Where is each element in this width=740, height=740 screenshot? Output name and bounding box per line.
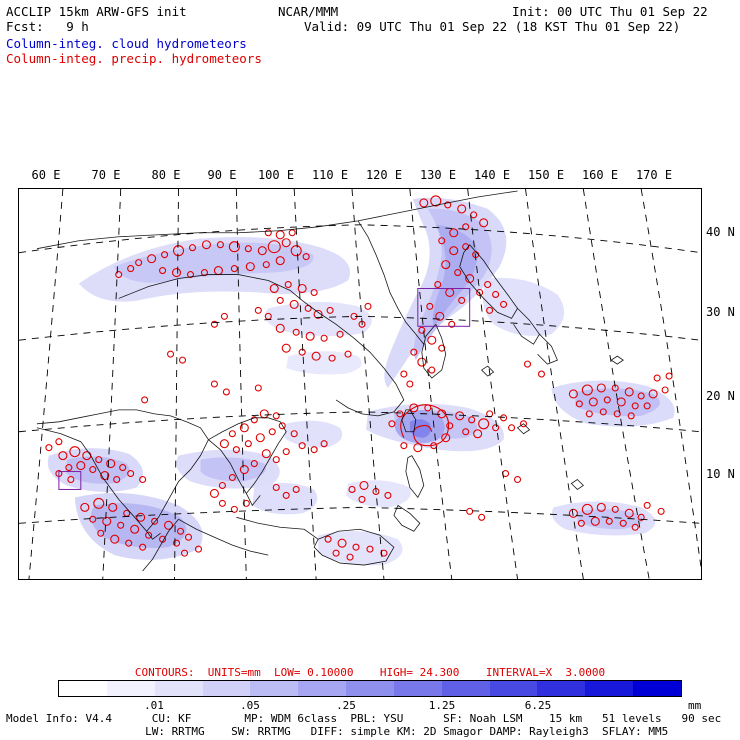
init-time-label: Init: 00 UTC Thu 01 Sep 22 (512, 4, 708, 19)
xtick-7: 130 E (419, 168, 457, 182)
colorbar-swatch (394, 681, 442, 696)
ytick-3: 10 N (706, 467, 735, 481)
colorbar-tick-2: .25 (336, 699, 356, 712)
ytick-0: 40 N (706, 225, 735, 239)
xtick-3: 90 E (207, 168, 237, 182)
contour-info-line: CONTOURS: UNITS=mm LOW= 0.10000 HIGH= 24.300 INTERVAL=X 3.0000 (134, 666, 606, 679)
colorbar-swatch (298, 681, 346, 696)
xtick-8: 140 E (473, 168, 511, 182)
xtick-5: 110 E (311, 168, 349, 182)
model-info-line-1: Model Info: V4.4 CU: KF MP: WDM 6class PBL: YSU SF: Noah LSM 15 km 51 levels 90 sec (6, 712, 722, 725)
xtick-9: 150 E (527, 168, 565, 182)
colorbar-tick-1: .05 (240, 699, 260, 712)
colorbar-group (58, 680, 702, 712)
model-title: ACCLIP 15km ARW-GFS init (6, 4, 187, 19)
xtick-10: 160 E (581, 168, 619, 182)
forecast-hour: Fcst: 9 h (6, 19, 89, 34)
colorbar-swatch (107, 681, 155, 696)
colorbar-swatch (346, 681, 394, 696)
center-label: NCAR/MMM (278, 4, 339, 19)
colorbar-swatch (490, 681, 538, 696)
colorbar (58, 680, 682, 697)
legend-cloud-hydrometeors: Column-integ. cloud hydrometeors (6, 36, 247, 51)
map-plot-area (18, 188, 702, 580)
xtick-2: 80 E (151, 168, 181, 182)
ytick-2: 20 N (706, 389, 735, 403)
header-block (0, 0, 740, 72)
colorbar-unit-label: mm (688, 699, 702, 712)
colorbar-swatch (203, 681, 251, 696)
xtick-11: 170 E (635, 168, 673, 182)
xtick-1: 70 E (91, 168, 121, 182)
colorbar-tick-4: 6.25 (524, 699, 552, 712)
valid-time-label: Valid: 09 UTC Thu 01 Sep 22 (18 KST Thu 01 Sep 22) (304, 19, 681, 34)
map-canvas (19, 189, 701, 579)
xtick-0: 60 E (31, 168, 61, 182)
cloud-hydrometeor-shading (48, 198, 675, 566)
colorbar-tick-0: .01 (144, 699, 164, 712)
colorbar-swatch (537, 681, 585, 696)
model-info-line-2: LW: RRTMG SW: RRTMG DIFF: simple KM: 2D Smagor DAMP: Rayleigh3 SFLAY: MM5 (6, 725, 669, 738)
xtick-6: 120 E (365, 168, 403, 182)
colorbar-swatch (633, 681, 681, 696)
colorbar-tick-3: 1.25 (428, 699, 456, 712)
legend-precip-hydrometeors: Column-integ. precip. hydrometeors (6, 51, 262, 66)
ytick-1: 30 N (706, 305, 735, 319)
colorbar-swatch (59, 681, 107, 696)
colorbar-swatch (155, 681, 203, 696)
colorbar-swatch (585, 681, 633, 696)
colorbar-swatch (442, 681, 490, 696)
colorbar-swatch (250, 681, 298, 696)
xtick-4: 100 E (257, 168, 295, 182)
